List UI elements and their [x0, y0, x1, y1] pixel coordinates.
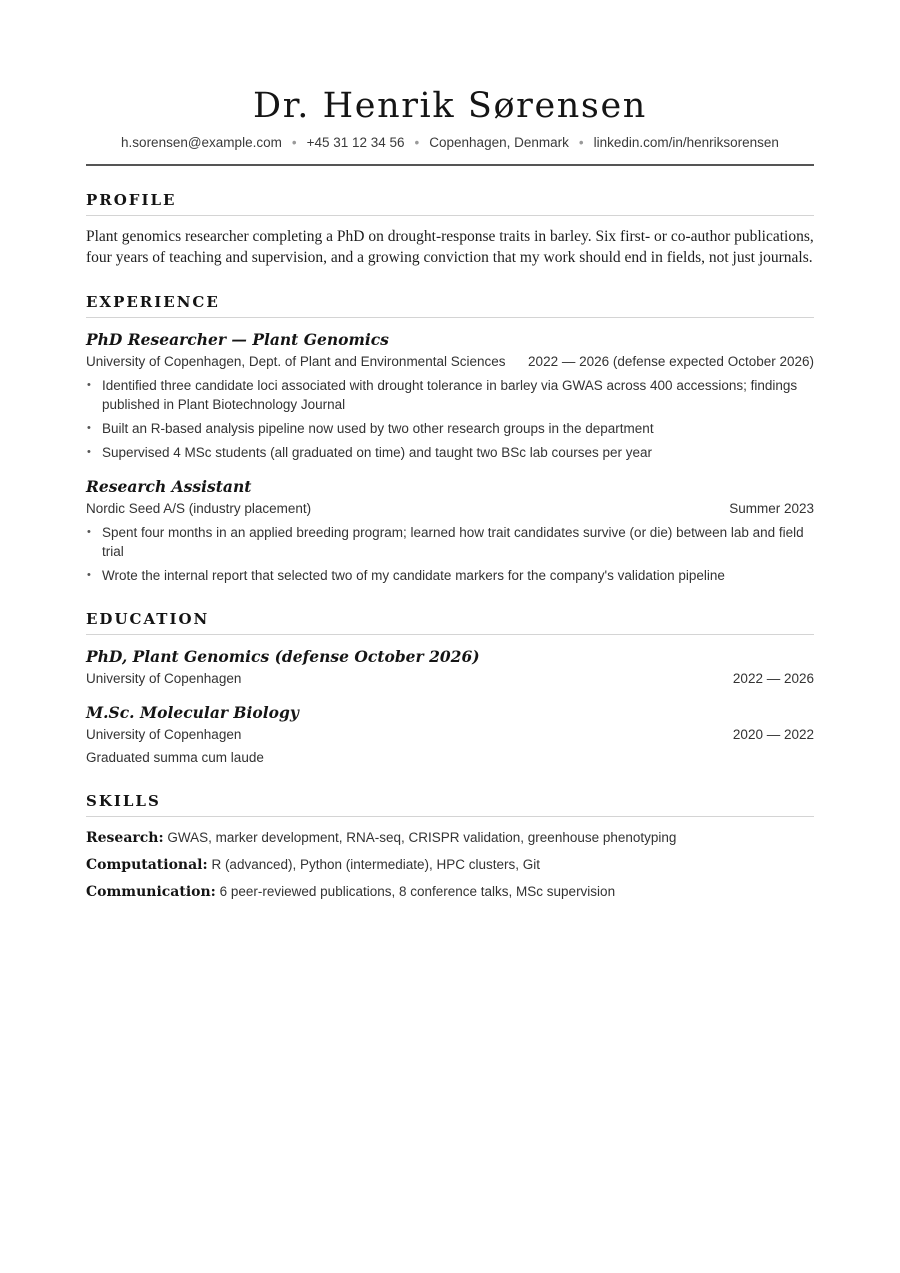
bullet-item: • Supervised 4 MSc students (all graduated on time) and taught two BSc lab courses per year	[86, 443, 814, 462]
contact-separator: •	[291, 135, 297, 150]
degree-title: M.Sc. Molecular Biology	[86, 703, 299, 722]
section-title-profile: PROFILE	[86, 191, 177, 209]
degree-honors: Graduated summa cum laude	[86, 750, 264, 765]
job-organization: Nordic Seed A/S (industry placement)	[86, 501, 312, 516]
profile-section	[86, 190, 814, 268]
section-divider	[86, 215, 814, 216]
experience-entry-phd	[86, 329, 814, 462]
school-name: University of Copenhagen	[86, 727, 242, 742]
education-section	[86, 609, 814, 767]
degree-dates: 2022 — 2026	[732, 671, 814, 686]
job-title: PhD Researcher — Plant Genomics	[86, 330, 389, 349]
skill-label: Communication:	[86, 884, 216, 900]
job-dates: Summer 2023	[729, 501, 814, 516]
skill-value: R (advanced), Python (intermediate), HPC clusters, Git	[211, 857, 541, 872]
school-name: University of Copenhagen	[86, 671, 242, 686]
contact-linkedin[interactable]: linkedin.com/in/henriksorensen	[593, 135, 779, 150]
job-meta	[86, 500, 814, 518]
resume-name: Dr. Henrik Sørensen	[253, 86, 647, 126]
job-dates: 2022 — 2026 (defense expected October 2026)	[528, 354, 814, 369]
skill-label: Computational:	[86, 857, 208, 873]
job-title: Research Assistant	[86, 477, 252, 496]
contact-separator: •	[578, 135, 584, 150]
contact-email[interactable]: h.sorensen@example.com	[121, 135, 282, 150]
contact-phone[interactable]: +45 31 12 34 56	[306, 135, 405, 150]
degree-title: PhD, Plant Genomics (defense October 2026)	[86, 647, 480, 666]
education-entry-msc	[86, 702, 814, 767]
experience-entry-research-assistant	[86, 476, 814, 585]
profile-summary: Plant genomics researcher completing a PhD on drought-response traits in barley. Six first- or co-author publications, four years of teaching and supervision, and a growing conviction that my work should end in fields, not just journals.	[86, 228, 814, 266]
skill-value: 6 peer-reviewed publications, 8 conference talks, MSc supervision	[219, 884, 616, 899]
skill-line-research	[86, 829, 814, 847]
skills-section	[86, 791, 814, 901]
experience-section	[86, 292, 814, 585]
resume-page	[86, 84, 814, 901]
job-organization: University of Copenhagen, Dept. of Plant and Environmental Sciences	[86, 354, 506, 369]
section-title-experience: EXPERIENCE	[86, 293, 220, 311]
bullet-item: • Built an R-based analysis pipeline now used by two other research groups in the department	[86, 419, 814, 438]
skill-value: GWAS, marker development, RNA-seq, CRISPR validation, greenhouse phenotyping	[167, 830, 677, 845]
bullet-item: • Wrote the internal report that selected two of my candidate markers for the company's validation pipeline	[86, 566, 814, 585]
section-title-education: EDUCATION	[86, 610, 210, 628]
degree-meta	[86, 670, 814, 688]
skill-line-communication	[86, 883, 814, 901]
section-divider	[86, 816, 814, 817]
job-bullets	[86, 376, 814, 462]
education-entry-phd	[86, 646, 814, 688]
job-bullets	[86, 523, 814, 585]
contact-line	[86, 134, 814, 152]
section-title-skills: SKILLS	[86, 792, 161, 810]
degree-dates: 2020 — 2022	[732, 727, 814, 742]
section-divider	[86, 317, 814, 318]
skill-line-computational	[86, 856, 814, 874]
contact-location: Copenhagen, Denmark	[429, 135, 569, 150]
section-divider	[86, 634, 814, 635]
header-divider	[86, 164, 814, 166]
bullet-item: • Spent four months in an applied breeding program; learned how trait candidates survive (or die) between lab and field trial	[86, 523, 814, 561]
skill-label: Research:	[86, 830, 164, 846]
contact-separator: •	[414, 135, 420, 150]
degree-meta	[86, 726, 814, 744]
bullet-item: • Identified three candidate loci associated with drought tolerance in barley via GWAS across 400 accessions; findings published in Plant Biotechnology Journal	[86, 376, 814, 414]
job-meta	[86, 353, 814, 371]
